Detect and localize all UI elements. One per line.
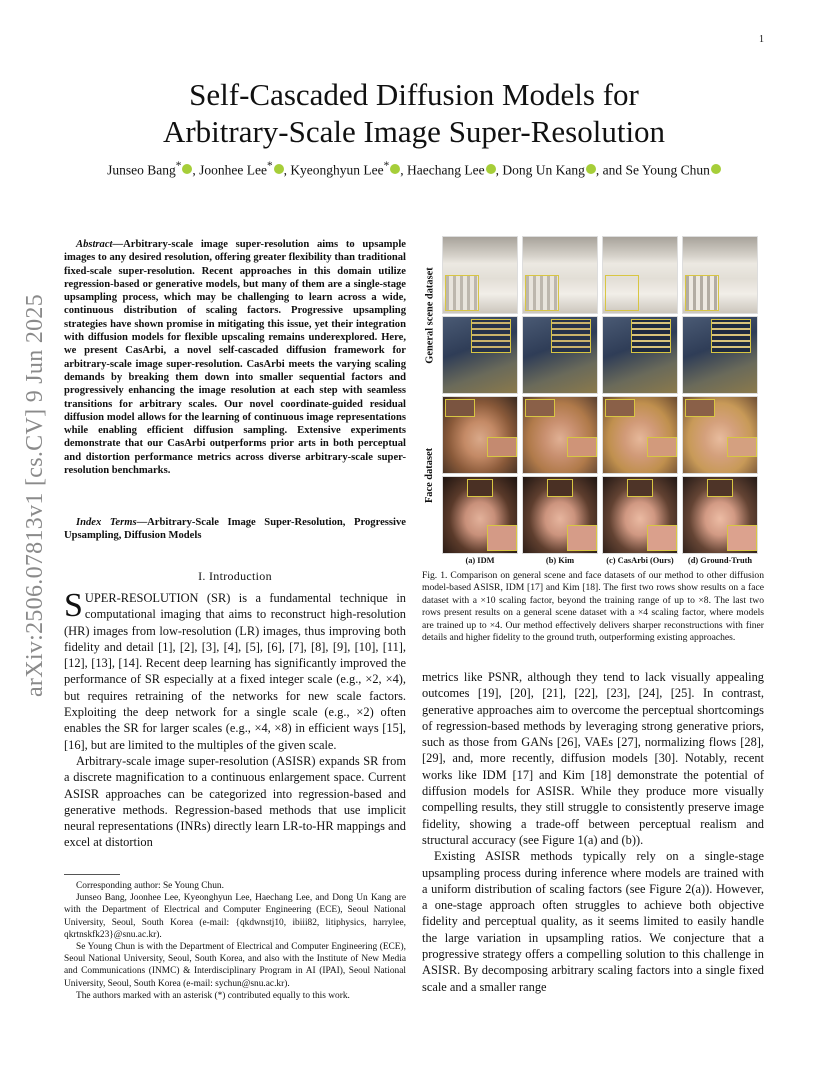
col-label-idm: (a) IDM (465, 556, 495, 565)
index-terms-text: Arbitrary-Scale Image Super-Resolution, Progressive Upsampling, Diffusion Models (64, 517, 406, 542)
intro-paragraph-2: Arbitrary-scale image super-resolution (ASISR) expands SR from a discrete magnification to a continuous enlargement space. Current ASISR approaches can be categorized into regression-based and generative methods. Regression-based methods that use implicit neural representations (INRs) directly learn LR-to-HR mappings and excel at distortion (64, 753, 406, 850)
index-terms: Index Terms—Arbitrary-Scale Image Super-Resolution, Progressive Upsampling, Diffusion Models (64, 517, 406, 542)
orcid-icon[interactable] (586, 164, 596, 174)
section-heading: I. Introduction (198, 569, 272, 583)
col-label-casarbi: (c) CasArbi (Ours) (606, 556, 674, 565)
col-label-kim: (b) Kim (545, 556, 575, 565)
figure-image-column-gt (682, 236, 758, 314)
figure-image-city-kim (522, 316, 598, 394)
footnotes (64, 880, 406, 1002)
author-list: Junseo Bang* , Joonhee Lee* , Kyeonghyun Lee* , Haechang Lee , Dong Un Kang , and Se Young Chun (0, 160, 828, 179)
right-column-body (422, 669, 764, 995)
col-label-gt: (d) Ground-Truth (687, 556, 753, 565)
orcid-icon[interactable] (390, 164, 400, 174)
author-name: Kyeonghyun Lee (290, 162, 384, 178)
figure-image-city-gt (682, 316, 758, 394)
orcid-icon[interactable] (711, 164, 721, 174)
figure-image-face2-idm (442, 476, 518, 554)
figure-image-city-idm (442, 316, 518, 394)
figure-1-caption: Fig. 1. Comparison on general scene and face datasets of our method to other diffusion model-based ASISR, IDM [17] and Kim [18]. The first two rows show results on a face dataset with a ×10 scaling factor, beyond the training range of up to ×8. The last two rows present results on a general scene dataset with a ×4 scaling factor, where models are trained up to ×4. Our method effectively delivers sharper reconstructions with finer details and higher fidelity to the ground truth, outperforming existing approaches. (422, 570, 764, 644)
author-name: Junseo Bang (107, 162, 176, 178)
row-label-face: Face dataset (424, 447, 436, 503)
figure-image-column-kim (522, 236, 598, 314)
page-number: 1 (759, 34, 764, 45)
footnote: The authors marked with an asterisk (*) contributed equally to this work. (76, 990, 350, 1001)
author-mark: * (383, 160, 390, 172)
author-name: Dong Un Kang (502, 162, 585, 178)
body-paragraph: metrics like PSNR, although they tend to lack visually appealing outcomes [19], [20], [21], [22], [23], [24], [25]. In contrast, generative approaches aim to overcome the perceptual shortcomings of regression-based methods by leveraging strong generative priors, such as those from GANs [26], VAEs [27], normalizing flows [28], [29], and, more recently, diffusion models [30]. Notably, recent works like IDM [17] and Kim [18] demonstrate the potential of diffusion models for ASISR. While they produce more visually compelling results, they still struggle to consistently preserve image fidelity, showing a trade-off between perceptual realism and structural accuracy (see Figure 1(a) and (b)). (422, 670, 764, 847)
author-mark: * (175, 160, 182, 172)
figure-image-face1-idm (442, 396, 518, 474)
figure-image-column-idm (442, 236, 518, 314)
title-line-2: Arbitrary-Scale Image Super-Resolution (162, 114, 666, 149)
title-line-1: Self-Cascaded Diffusion Models for (189, 77, 639, 112)
footnote-divider (64, 874, 120, 875)
arxiv-id-text: arXiv:2506.07813v1 [cs.CV] 9 Jun 2025 (22, 293, 49, 697)
intro-p1-text: UPER-RESOLUTION (SR) is a fundamental technique in computational imaging that aims to reconstruct high-resolution (HR) images from low-resolution (LR) images, thus improving both fidelity and detail [1], [2], [3], [4], [5], [6], [7], [8], [9], [10], [11], [12], [13], [14]. Recent deep learning has significantly improved the performance of SR especially at a fixed integer scale (e.g., ×2, ×4), but requires retraining of the networks for new scale factors. Exploiting the deep network for a single scale (e.g., ×2) often enables the SR for larger scales (e.g., ×4, ×8) in efficient ways [15], [16], but are limited to the multiples of the given scale. (64, 591, 406, 752)
arxiv-identifier-stamp (14, 293, 58, 697)
author-name: Joonhee Lee (199, 162, 267, 178)
footnote: Se Young Chun is with the Department of Electrical and Computer Engineering (ECE), Seoul National University, Seoul, South Korea, and also with the Institute of New Media and Communications (INMC) & Interdisciplinary Program in AI (IPAI), Seoul National University, Seoul, South Korea (e-mail: sychun@snu.ac.kr). (64, 942, 406, 989)
figure-image-face1-casarbi (602, 396, 678, 474)
paper-title (0, 76, 828, 150)
abstract: Abstract—Arbitrary-scale image super-resolution aims to upsample images to any desired resolution, offering greater flexibility than traditional fixed-scale super-resolution. Recent approaches in this domain utilize regression-based or generative models, but many of them are a single-stage upsampling process, which may be challenging to learn across a wide, continuous distribution of scaling factors. Progressive upsampling strategies have shown promise in mitigating this issue, yet their integration with diffusion models for flexible upscaling remains underexplored. Here, we present CasArbi, a novel self-cascaded diffusion framework for arbitrary-scale image super-resolution. CasArbi meets the varying scaling demands by breaking them down into smaller sequential factors and progressively enhancing the image resolution at each step with seamless transitions for arbitrary scales. Our novel coordinate-guided residual diffusion model allows for the learning of continuous image representations while enabling efficient diffusion sampling. Extensive experiments demonstrate that our CasArbi outperforms prior arts in both perceptual and distortion performance metrics across diverse arbitrary-scale super-resolution benchmarks. (64, 239, 406, 477)
figure-image-city-casarbi (602, 316, 678, 394)
abstract-text: Arbitrary-scale image super-resolution aims to upsample images to any desired resolution, offering greater flexibility than traditional fixed-scale super-resolution. Recent approaches in this domain utilize regression-based or generative models, but many of them are a single-stage upsampling process, which may be challenging to learn across a wide, continuous distribution of scaling factors. Progressive upsampling strategies have shown promise in mitigating this issue, yet their integration with diffusion models for flexible upscaling remains underexplored. Here, we present CasArbi, a novel self-cascaded diffusion framework for arbitrary-scale image super-resolution. CasArbi meets the varying scaling demands by breaking them down into smaller sequential factors and progressively enhancing the image resolution at each step with seamless transitions for arbitrary scales. Our novel coordinate-guided residual diffusion model allows for the learning of continuous image representations while enabling efficient diffusion sampling. Extensive experiments demonstrate that our CasArbi outperforms prior arts in both perceptual and distortion performance metrics across diverse arbitrary-scale super-resolution benchmarks. (64, 239, 406, 477)
author-mark: * (266, 160, 273, 172)
author-name: Haechang Lee (407, 162, 485, 178)
orcid-icon[interactable] (486, 164, 496, 174)
author-name: Se Young Chun (625, 162, 710, 178)
figure-image-face2-kim (522, 476, 598, 554)
figure-image-face2-gt (682, 476, 758, 554)
index-terms-lead: Index Terms (76, 517, 137, 528)
footnote: Junseo Bang, Joonhee Lee, Kyeonghyun Lee, Haechang Lee, and Dong Un Kang are with the Department of Electrical and Computer Engineering (ECE), Seoul National University, Seoul, South Korea (e-mail: {qkdwnstj10, ibiii82, litiphysics, harrylee, qkrtnskfk23}@snu.ac.kr). (64, 893, 406, 940)
body-paragraph: Existing ASISR methods typically rely on a single-stage upsampling process during inference where models are trained with a uniform distribution of scaling factors (see Figure 2(a)). However, a one-stage approach often struggles to achieve both objective fidelity and perceptual quality, as it seems limited to easily handle the large variation in upsampling ratios. We conjecture that a progressive strategy offers a compelling solution to this challenge in ASISR. By decomposing arbitrary scaling factors into a single fixed scale and a smaller range (422, 849, 764, 994)
intro-paragraph-1 (64, 587, 406, 753)
footnote: Corresponding author: Se Young Chun. (76, 881, 224, 891)
orcid-icon[interactable] (274, 164, 284, 174)
abstract-lead: Abstract (76, 239, 113, 250)
figure-1 (422, 236, 764, 568)
figure-image-face1-kim (522, 396, 598, 474)
figure-image-column-casarbi (602, 236, 678, 314)
figure-image-face2-casarbi (602, 476, 678, 554)
orcid-icon[interactable] (182, 164, 192, 174)
dropcap: S (64, 587, 83, 624)
introduction-body (64, 587, 406, 851)
figure-image-face1-gt (682, 396, 758, 474)
row-label-general: General scene dataset (424, 266, 436, 364)
